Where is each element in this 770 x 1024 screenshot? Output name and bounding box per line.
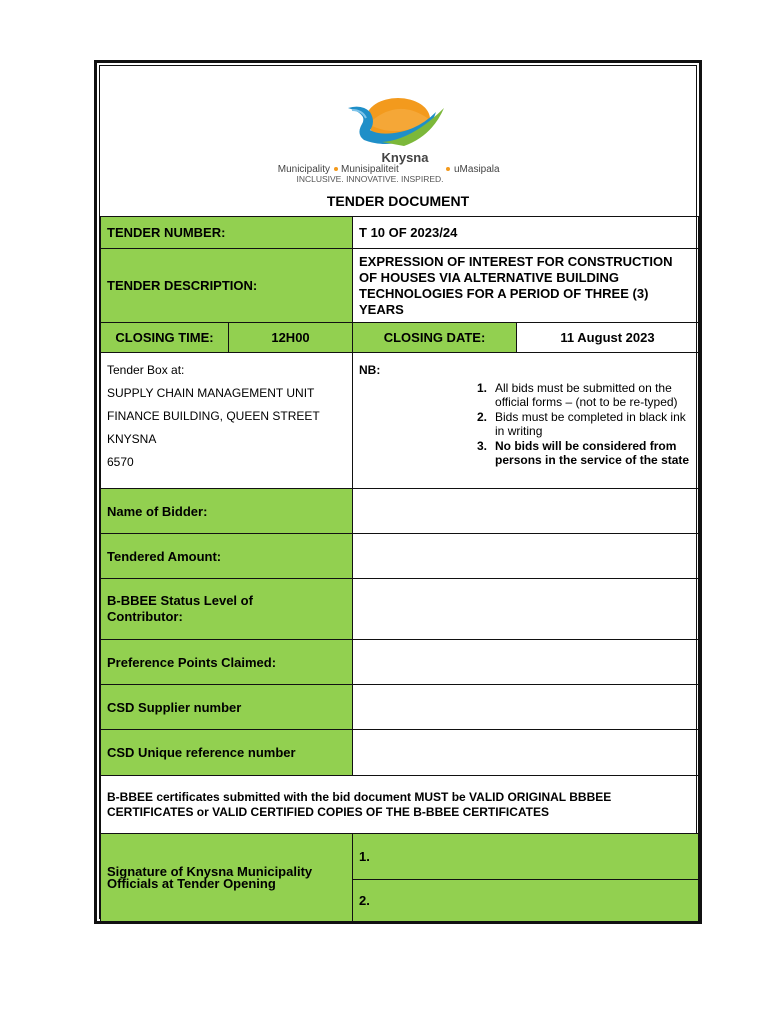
nb-text: All bids must be submitted on the official forms – (not to be re-typed) (495, 381, 678, 409)
tender-description-value: EXPRESSION OF INTEREST FOR CONSTRUCTION OF HOUSES VIA ALTERNATIVE BUILDING TECHNOLOGIES FOR A PERIOD OF THREE (3) YEARS (353, 249, 699, 323)
closing-date-value: 11 August 2023 (517, 323, 699, 353)
bbbee-note: B-BBEE certificates submitted with the bid document MUST be VALID ORIGINAL BBBEE CERTIFICATES or VALID CERTIFIED COPIES OF THE B-BBEE CERTIFICATES (101, 776, 699, 834)
field-label: CSD Supplier number (101, 685, 353, 730)
closing-time-label: CLOSING TIME: (101, 323, 229, 353)
address-line: KNYSNA (107, 432, 157, 446)
csd-supplier-number-field[interactable] (353, 685, 699, 730)
signature-slot-2[interactable]: 2. (353, 880, 699, 922)
nb-section (353, 353, 699, 489)
field-label: Tendered Amount: (101, 534, 353, 579)
signature-label: Signature of Knysna Municipality Officials at Tender Opening (101, 834, 353, 922)
address-intro: Tender Box at: (107, 363, 185, 377)
nb-list (359, 381, 692, 467)
logo-municipality: Municipality (277, 164, 330, 175)
tender-box-address (101, 353, 353, 489)
preference-points-field[interactable] (353, 640, 699, 685)
logo-name: Knysna (381, 150, 429, 165)
nb-num: 1. (477, 381, 488, 395)
logo-munisipaliteit: Munisipaliteit (341, 164, 399, 175)
address-line: FINANCE BUILDING, QUEEN STREET (107, 409, 320, 423)
field-label: CSD Unique reference number (101, 730, 353, 776)
csd-unique-reference-field[interactable] (353, 730, 699, 776)
tender-table (100, 216, 699, 922)
nb-num: 2. (477, 410, 488, 424)
nb-label: NB: (359, 363, 381, 377)
field-label: B-BBEE Status Level of Contributor: (101, 579, 353, 640)
field-label: Name of Bidder: (101, 489, 353, 534)
nb-num: 3. (477, 439, 488, 453)
list-item (359, 381, 692, 409)
tender-number-label: TENDER NUMBER: (101, 217, 353, 249)
address-line: SUPPLY CHAIN MANAGEMENT UNIT (107, 386, 315, 400)
nb-text: No bids will be considered from persons in the service of the state (495, 439, 690, 467)
document-frame (94, 60, 702, 924)
signature-slot-1[interactable]: 1. (353, 834, 699, 880)
tender-number-value: T 10 OF 2023/24 (353, 217, 699, 249)
logo-umasipala: uMasipala (454, 164, 500, 175)
bbbee-status-field[interactable] (353, 579, 699, 640)
nb-text: Bids must be completed in black ink in writing (495, 410, 686, 438)
address-line: 6570 (107, 455, 134, 469)
logo-tagline: INCLUSIVE. INNOVATIVE. INSPIRED. (296, 174, 444, 184)
knysna-logo (100, 66, 696, 188)
list-item (359, 439, 692, 467)
field-label: Preference Points Claimed: (101, 640, 353, 685)
closing-date-label: CLOSING DATE: (353, 323, 517, 353)
tender-description-label: TENDER DESCRIPTION: (101, 249, 353, 323)
closing-time-value: 12H00 (229, 323, 353, 353)
tendered-amount-field[interactable] (353, 534, 699, 579)
document-title: TENDER DOCUMENT (326, 193, 470, 209)
document-inner (99, 65, 697, 919)
list-item (359, 410, 692, 438)
knysna-logo-icon (100, 66, 698, 188)
name-of-bidder-field[interactable] (353, 489, 699, 534)
